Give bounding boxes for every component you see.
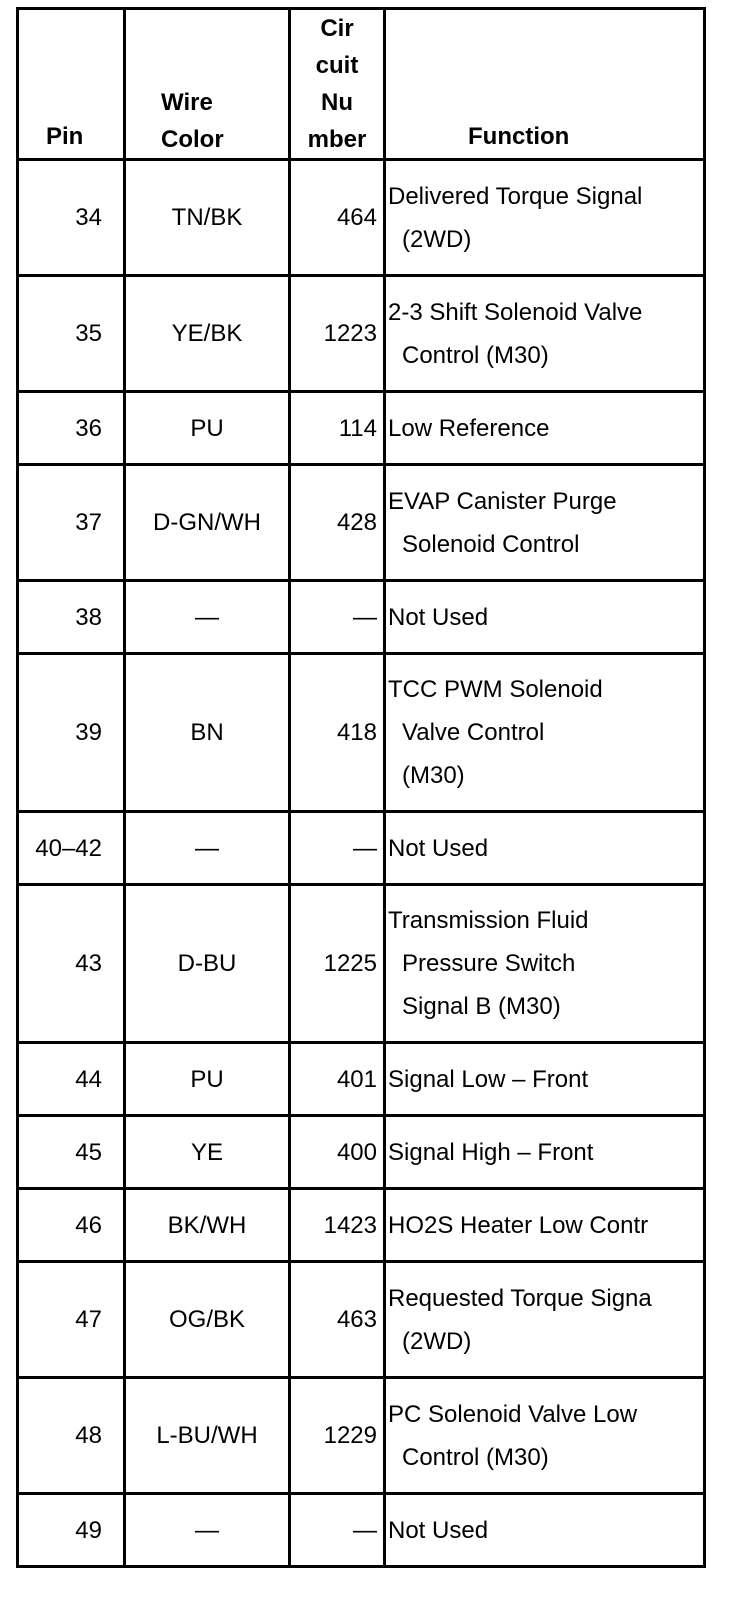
pin-cell: 43 [18, 885, 125, 1043]
circuit-number-cell: 400 [290, 1116, 385, 1189]
pinout-table [16, 7, 706, 1568]
function-cell [385, 465, 705, 581]
pin-cell: 46 [18, 1189, 125, 1262]
wire-color-cell: D-GN/WH [125, 465, 290, 581]
header-circuit-number [290, 9, 385, 160]
circuit-number-cell: 428 [290, 465, 385, 581]
header-row [18, 9, 705, 160]
function-cell [385, 276, 705, 392]
pin-cell: 37 [18, 465, 125, 581]
function-cell [385, 160, 705, 276]
table-row [18, 1378, 705, 1494]
function-line: EVAP Canister Purge [388, 487, 617, 515]
table-row [18, 1189, 705, 1262]
function-line: Not Used [388, 603, 489, 631]
header-circuit-line: Nu [321, 89, 353, 116]
function-line: Solenoid Control [402, 530, 580, 558]
function-line: Pressure Switch [402, 950, 576, 977]
function-line: Low Reference [388, 414, 550, 442]
function-cell [385, 581, 705, 654]
header-function: Function [385, 9, 705, 160]
function-line: Control (M30) [402, 1443, 549, 1471]
pin-cell: 45 [18, 1116, 125, 1189]
function-cell [385, 1043, 705, 1116]
wire-color-cell: BN [125, 654, 290, 812]
wire-color-cell: TN/BK [125, 160, 290, 276]
function-cell [385, 654, 705, 812]
function-line: HO2S Heater Low Contr [388, 1211, 649, 1239]
pin-cell: 47 [18, 1262, 125, 1378]
function-line: PC Solenoid Valve Low [388, 1400, 638, 1428]
wire-color-cell: BK/WH [125, 1189, 290, 1262]
function-line: Requested Torque Signa [388, 1284, 652, 1312]
function-line: Control (M30) [402, 341, 549, 369]
function-line: Valve Control [402, 719, 545, 746]
circuit-number-cell: 1229 [290, 1378, 385, 1494]
function-cell [385, 392, 705, 465]
table-row [18, 276, 705, 392]
function-cell [385, 1189, 705, 1262]
pin-cell: 38 [18, 581, 125, 654]
table-row [18, 581, 705, 654]
function-cell [385, 1262, 705, 1378]
wire-color-cell: PU [125, 392, 290, 465]
circuit-number-cell: 463 [290, 1262, 385, 1378]
function-line: Signal Low – Front [388, 1065, 589, 1093]
function-line: Signal High – Front [388, 1138, 594, 1166]
table-row [18, 392, 705, 465]
function-cell [385, 1494, 705, 1567]
circuit-number-cell: 1423 [290, 1189, 385, 1262]
header-circuit-line: cuit [315, 52, 359, 79]
function-line: Not Used [388, 834, 489, 862]
table-row [18, 885, 705, 1043]
wire-color-cell: YE [125, 1116, 290, 1189]
header-pin: Pin [18, 9, 125, 160]
circuit-number-cell: 1223 [290, 276, 385, 392]
table-row [18, 1494, 705, 1567]
pin-cell: 49 [18, 1494, 125, 1567]
header-circuit-line: mber [307, 126, 367, 153]
header-wire-color [125, 9, 290, 160]
pin-cell: 48 [18, 1378, 125, 1494]
pin-cell: 39 [18, 654, 125, 812]
header-wire-color-line: Color [161, 126, 224, 153]
circuit-number-cell: 1225 [290, 885, 385, 1043]
function-line: Transmission Fluid [388, 907, 589, 934]
function-line: Signal B (M30) [402, 993, 561, 1020]
table-row [18, 465, 705, 581]
circuit-number-cell: — [290, 812, 385, 885]
circuit-number-cell: 464 [290, 160, 385, 276]
pin-cell: 34 [18, 160, 125, 276]
wire-color-cell: D-BU [125, 885, 290, 1043]
pin-cell: 44 [18, 1043, 125, 1116]
circuit-number-cell: 418 [290, 654, 385, 812]
circuit-number-cell: — [290, 1494, 385, 1567]
pin-cell: 36 [18, 392, 125, 465]
function-line: Not Used [388, 1516, 489, 1544]
function-line: 2-3 Shift Solenoid Valve [388, 298, 643, 326]
function-line: Delivered Torque Signal [388, 182, 643, 210]
wire-color-cell: OG/BK [125, 1262, 290, 1378]
function-line: (2WD) [402, 225, 472, 253]
header-circuit-line: Cir [320, 15, 354, 42]
function-cell [385, 885, 705, 1043]
table-row [18, 654, 705, 812]
table-row [18, 160, 705, 276]
function-cell [385, 1116, 705, 1189]
table-row [18, 1116, 705, 1189]
table-row [18, 1043, 705, 1116]
circuit-number-cell: 401 [290, 1043, 385, 1116]
pin-cell: 40–42 [18, 812, 125, 885]
wire-color-cell: — [125, 812, 290, 885]
wire-color-cell: — [125, 1494, 290, 1567]
function-cell [385, 1378, 705, 1494]
table-body [18, 160, 705, 1567]
function-cell [385, 812, 705, 885]
pin-cell: 35 [18, 276, 125, 392]
circuit-number-cell: 114 [290, 392, 385, 465]
wire-color-cell: YE/BK [125, 276, 290, 392]
table-row [18, 1262, 705, 1378]
function-line: (2WD) [402, 1327, 472, 1355]
circuit-number-cell: — [290, 581, 385, 654]
header-wire-color-line: Wire [161, 89, 213, 116]
table-row [18, 812, 705, 885]
wire-color-cell: PU [125, 1043, 290, 1116]
wire-color-cell: L-BU/WH [125, 1378, 290, 1494]
function-line: TCC PWM Solenoid [388, 676, 603, 703]
function-line: (M30) [402, 762, 465, 789]
wire-color-cell: — [125, 581, 290, 654]
